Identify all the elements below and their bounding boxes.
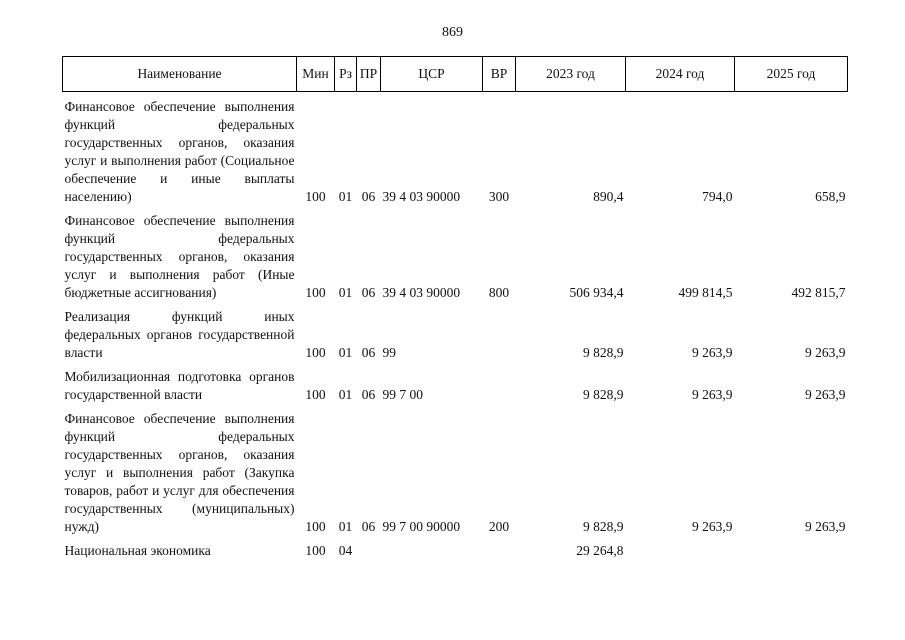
row-pr: 06 (361, 345, 376, 360)
header-2023: 2023 год (516, 57, 626, 92)
row-pr (357, 536, 381, 560)
row-rz: 01 (338, 285, 353, 300)
row-min: 100 (305, 189, 326, 204)
row-2025: 9 263,9 (805, 519, 846, 534)
table-row (63, 362, 848, 404)
row-min: 100 (305, 387, 326, 402)
header-2024: 2024 год (626, 57, 735, 92)
row-min: 100 (305, 345, 326, 360)
header-min: Мин (297, 57, 335, 92)
row-csr: 99 7 00 90000 (382, 519, 461, 534)
row-min: 100 (305, 285, 326, 300)
row-rz: 01 (338, 387, 353, 402)
row-2023: 506 934,4 (569, 285, 624, 300)
row-2025 (735, 536, 848, 560)
row-2025: 658,9 (815, 189, 846, 204)
row-2024: 499 814,5 (678, 285, 733, 300)
row-name: Финансовое обеспечение выполнения функций федеральных государственных органов, оказания услуг и выполнения работ (Закупка товаров, работ и услуг для обеспечения государственных (муниципальных) нужд) (64, 411, 295, 534)
header-rz: Рз (335, 57, 357, 92)
row-min: 100 (305, 543, 326, 558)
header-pr: ПР (357, 57, 381, 92)
row-2023: 29 264,8 (576, 543, 624, 558)
row-2025: 9 263,9 (805, 387, 846, 402)
row-2025: 9 263,9 (805, 345, 846, 360)
row-name: Финансовое обеспечение выполнения функций федеральных государственных органов, оказания услуг и выполнения работ (Иные бюджетные ассигнования) (64, 213, 295, 300)
table-row (63, 206, 848, 302)
row-rz: 01 (338, 345, 353, 360)
header-row (63, 57, 848, 92)
row-vr: 300 (488, 189, 510, 204)
row-pr: 06 (361, 519, 376, 534)
table-body (63, 92, 848, 561)
row-vr: 800 (488, 285, 510, 300)
row-csr: 99 (382, 345, 396, 360)
row-csr: 39 4 03 90000 (382, 285, 461, 300)
row-name: Финансовое обеспечение выполнения функций федеральных государственных органов, оказания услуг и выполнения работ (Социальное обеспечение и иные выплаты населению) (64, 99, 295, 204)
table-row (63, 302, 848, 362)
row-name: Национальная экономика (64, 543, 211, 558)
header-2025: 2025 год (735, 57, 848, 92)
row-vr (483, 536, 516, 560)
header-csr: ЦСР (381, 57, 483, 92)
row-rz: 04 (338, 543, 353, 558)
budget-table (62, 56, 848, 560)
row-2024: 9 263,9 (692, 519, 733, 534)
row-vr: 200 (488, 519, 510, 534)
row-vr (483, 302, 516, 362)
row-csr (381, 536, 483, 560)
row-csr: 39 4 03 90000 (382, 189, 461, 204)
row-min: 100 (305, 519, 326, 534)
table-header (63, 57, 848, 92)
row-rz: 01 (338, 189, 353, 204)
row-csr: 99 7 00 (382, 387, 423, 402)
row-2024: 9 263,9 (692, 345, 733, 360)
row-2024: 9 263,9 (692, 387, 733, 402)
row-rz: 01 (338, 519, 353, 534)
page-number: 869 (442, 25, 463, 40)
row-2025: 492 815,7 (791, 285, 846, 300)
row-2023: 9 828,9 (583, 345, 624, 360)
table-row (63, 536, 848, 560)
row-2023: 9 828,9 (583, 519, 624, 534)
table-row (63, 404, 848, 536)
row-name: Реализация функций иных федеральных органов государственной власти (64, 309, 295, 360)
row-pr: 06 (361, 285, 376, 300)
row-2023: 9 828,9 (583, 387, 624, 402)
row-pr: 06 (361, 387, 376, 402)
row-name: Мобилизационная подготовка органов государственной власти (64, 369, 295, 402)
row-2023: 890,4 (593, 189, 624, 204)
row-vr (483, 362, 516, 404)
header-vr: ВР (483, 57, 516, 92)
header-name: Наименование (63, 57, 297, 92)
row-2024 (626, 536, 735, 560)
row-2024: 794,0 (702, 189, 733, 204)
row-pr: 06 (361, 189, 376, 204)
table-row (63, 92, 848, 207)
